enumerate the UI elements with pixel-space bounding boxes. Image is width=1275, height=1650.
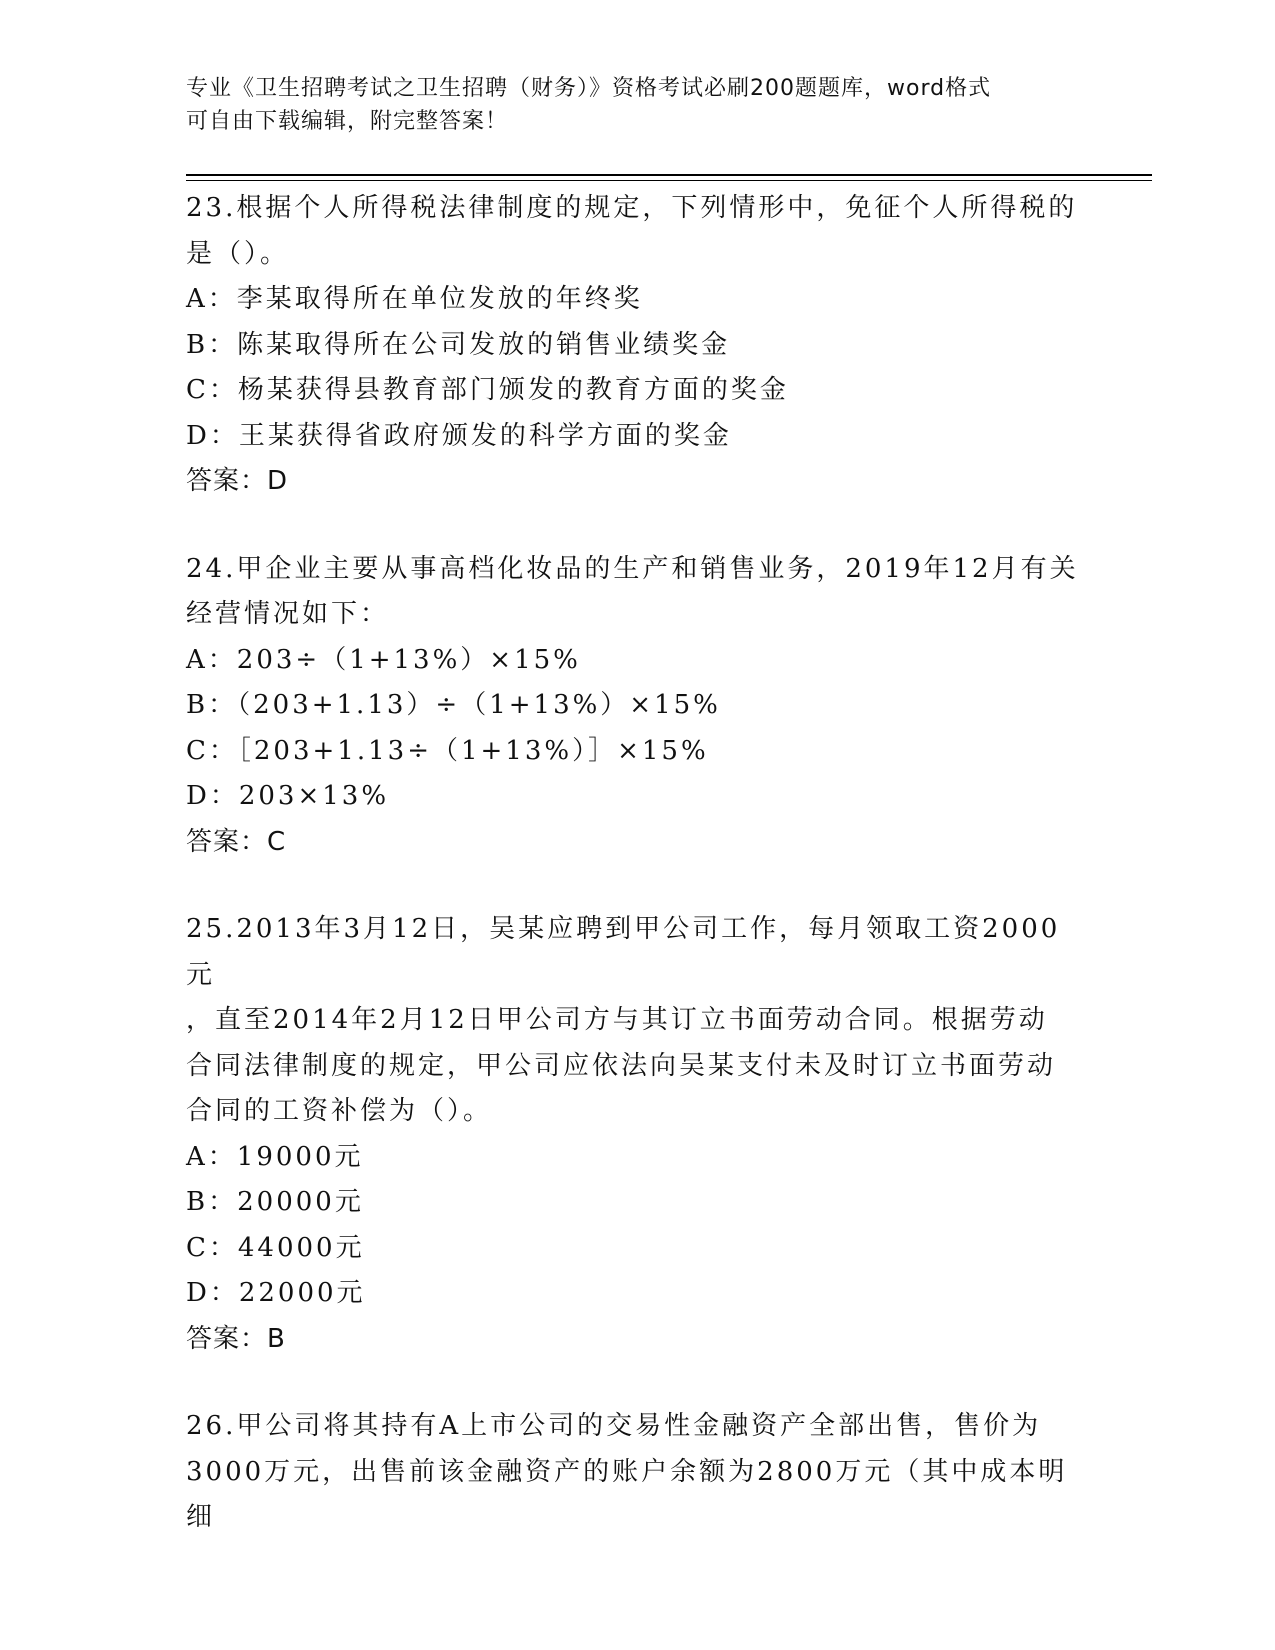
question-stem-line: 合同的工资补偿为（）。 [186, 1096, 493, 1126]
header-line-2: 可自由下载编辑，附完整答案！ [186, 109, 509, 134]
option-b: B：陈某取得所在公司发放的销售业绩奖金 [186, 329, 731, 360]
question-stem-line: ，直至2014年2月12日甲公司方与其订立书面劳动合同。根据劳动 [186, 1005, 1048, 1035]
option-c: C：杨某获得县教育部门颁发的教育方面的奖金 [186, 375, 789, 405]
option-a: A：李某取得所在单位发放的年终奖 [186, 284, 643, 314]
question-23 [186, 186, 1086, 505]
question-stem-line: 23.根据个人所得税法律制度的规定，下列情形中，免征个人所得税的 [186, 193, 1078, 223]
question-stem-line: 经营情况如下： [186, 599, 390, 629]
header-rule-thin [186, 180, 1152, 181]
option-b: B：20000元 [186, 1187, 364, 1217]
option-d: D：203×13% [186, 781, 390, 811]
question-stem-line: 合同法律制度的规定，甲公司应依法向吴某支付未及时订立书面劳动 [186, 1050, 1057, 1081]
question-25 [186, 907, 1086, 1362]
option-c: C：44000元 [186, 1232, 365, 1263]
question-list [186, 186, 1086, 1583]
option-d: D：22000元 [186, 1278, 366, 1308]
question-stem-line: 是（）。 [186, 238, 290, 269]
question-stem-line: 24.甲企业主要从事高档化妆品的生产和销售业务，2019年12月有关 [186, 553, 1079, 584]
question-stem-line: 25.2013年3月12日，吴某应聘到甲公司工作，每月领取工资2000元 [186, 914, 1061, 990]
answer-line: 答案：C [186, 826, 287, 857]
question-24 [186, 547, 1086, 866]
document-header [186, 72, 1066, 138]
option-b: B：（203+1.13）÷（1+13%）×15% [186, 690, 721, 720]
header-rule-thick [186, 174, 1152, 176]
option-c: C：［203+1.13÷（1+13%）］×15% [186, 735, 709, 766]
option-d: D：王某获得省政府颁发的科学方面的奖金 [186, 420, 732, 451]
question-26 [186, 1404, 1086, 1541]
question-stem-line: 3000万元，出售前该金融资产的账户余额为2800万元（其中成本明细 [186, 1456, 1068, 1532]
answer-line: 答案：B [186, 1323, 286, 1354]
header-line-1: 专业《卫生招聘考试之卫生招聘（财务）》资格考试必刷200题题库，word格式 [186, 76, 992, 101]
answer-line: 答案：D [186, 466, 289, 496]
option-a: A：19000元 [186, 1141, 364, 1172]
option-a: A：203÷（1+13%）×15% [186, 644, 581, 675]
question-stem-line: 26.甲公司将其持有A上市公司的交易性金融资产全部出售，售价为 [186, 1411, 1042, 1441]
